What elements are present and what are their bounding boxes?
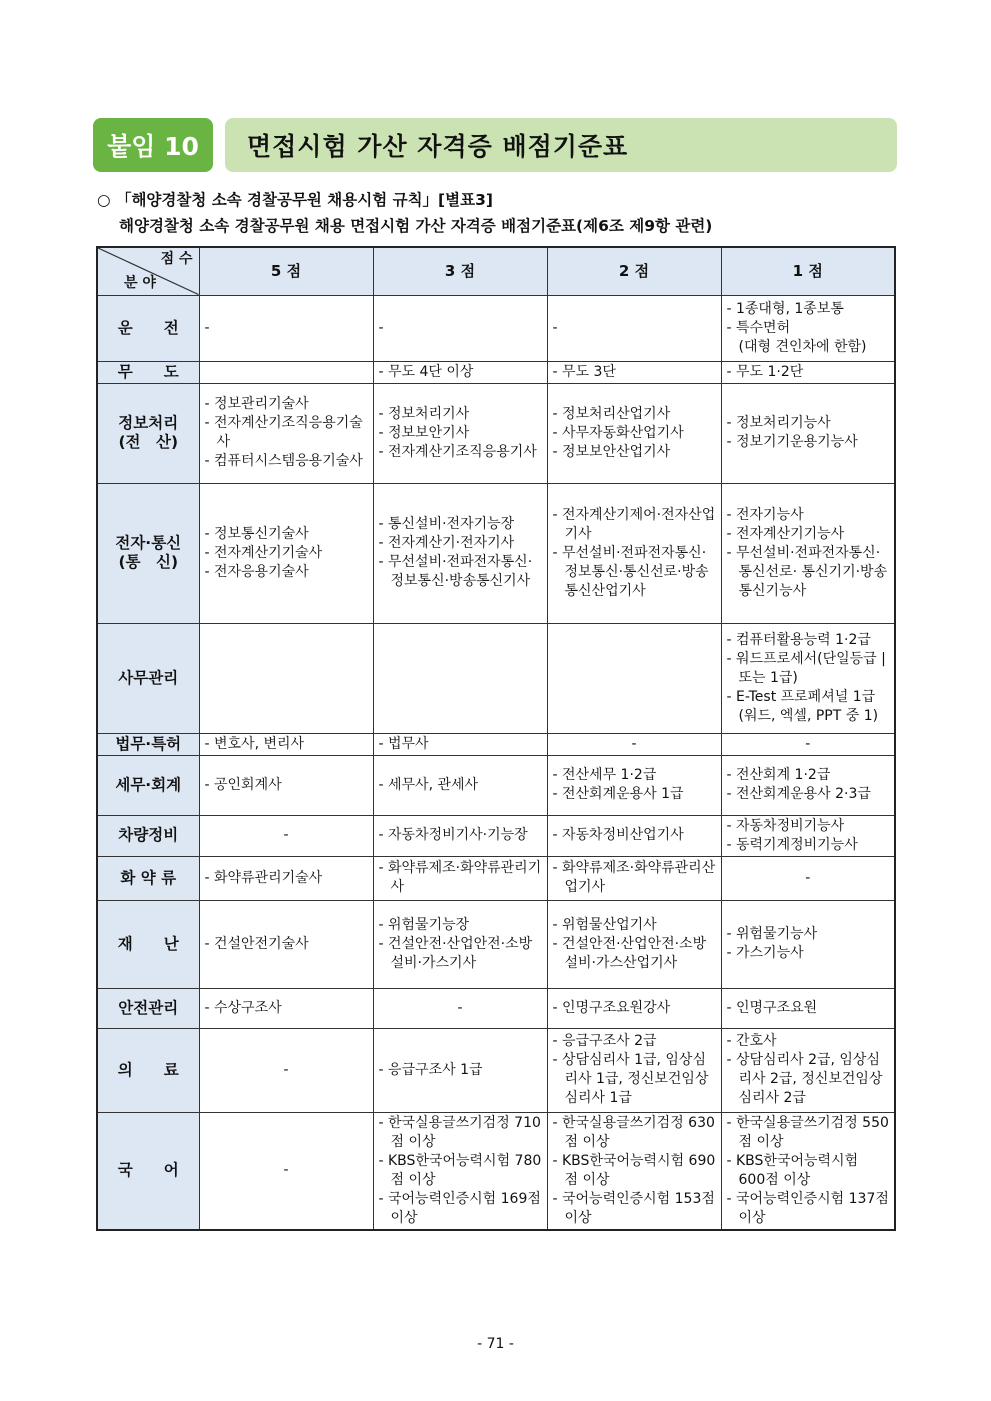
qualification-item: - KBS한국어능력시험 780점 이상 [378,1152,542,1188]
qualification-item: - 컴퓨터활용능력 1·2급 [726,631,871,648]
table-row [97,1028,895,1112]
category-label: 법무·특허 [115,734,182,753]
qualification-item: - [378,319,384,336]
score-cell-c5 [199,623,373,733]
qualification-item: - 자동차정비기사·기능장 [378,827,528,843]
qualification-item: - 통신설비·전자기능장 [378,516,515,532]
score-cell-c5 [199,1028,373,1112]
column-header-1: 1 점 [721,247,895,295]
category-cell [97,1112,199,1230]
score-cell-c3 [373,733,547,755]
bullet-circle: ○ [97,191,111,209]
qualification-item: - [283,1061,289,1078]
score-cell-c2 [547,1028,721,1112]
qualification-item: - 공인회계사 [204,776,282,793]
category-label: 차량정비 [118,826,179,844]
score-cell-c2 [547,361,721,383]
section-header [93,118,897,172]
category-cell [97,623,199,733]
score-cell-c5 [199,483,373,623]
table-row [97,361,895,383]
qualification-item: - 건설안전·산업안전·소방설비·가스산업기사 [552,935,707,971]
score-cell-c5 [199,755,373,815]
column-header-2: 2 점 [547,247,721,295]
qualification-item: - 특수면허 [726,319,791,336]
qualification-item: - 전자기능사 [726,506,804,523]
qualification-item: - 전자계산기기능사 [726,525,845,542]
qualification-item: - 전자계산기기술사 [204,544,323,561]
score-cell-c1 [721,295,895,361]
qualification-item: - 컴퓨터시스템응용기술사 [204,453,363,469]
category-label: 전자·통신 [115,534,182,552]
category-cell [97,361,199,383]
qualification-item: - 정보처리산업기사 [552,405,671,422]
table-row [97,383,895,483]
score-cell-c5 [199,815,373,856]
qualification-item: - E-Test 프로페셔널 1급 (워드, 엑셀, PPT 중 1) [726,688,879,724]
category-cell [97,383,199,483]
score-cell-c5 [199,900,373,988]
qualification-item: - [805,735,811,752]
score-table [96,246,896,1231]
score-cell-c5 [199,988,373,1028]
category-label: 사무관리 [118,668,179,687]
score-cell-c1 [721,815,895,856]
qualification-item: - [631,735,637,752]
score-cell-c1 [721,383,895,483]
score-cell-c2 [547,733,721,755]
score-cell-c1 [721,361,895,383]
qualification-item: - 전자응용기술사 [204,563,309,580]
score-cell-c2 [547,1112,721,1230]
score-cell-c2 [547,755,721,815]
score-cell-c3 [373,295,547,361]
corner-score-label: 점 수 [160,251,193,267]
qualification-item: - 한국실용글쓰기검정 630점 이상 [552,1114,715,1150]
score-cell-c2 [547,295,721,361]
qualification-item: - 가스기능사 [726,945,804,961]
category-cell [97,295,199,361]
qualification-item: - 한국실용글쓰기검정 710점 이상 [378,1114,541,1150]
qualification-item: - 건설안전·산업안전·소방설비·가스기사 [378,935,533,971]
qualification-item: - 화약류제조·화약류관리기사 [378,860,542,895]
score-cell-c5 [199,383,373,483]
intro-line-2: 해양경찰청 소속 경찰공무원 채용 면접시험 가산 자격증 배점기준표(제6조 제9항 관련) [119,217,713,235]
qualification-item: - 전자계산기조직응용기사 [378,443,537,460]
qualification-item: - 정보통신기술사 [204,525,309,542]
score-cell-c1 [721,483,895,623]
table-row [97,815,895,856]
qualification-item: - 위험물기능장 [378,916,470,933]
table-row [97,733,895,755]
score-cell-c5 [199,856,373,900]
table-row [97,295,895,361]
intro-text [97,187,897,239]
regulation-name: 「해양경찰청 소속 경찰공무원 채용시험 규칙」[별표3] [115,191,493,209]
qualification-item: - 전산세무 1·2급 [552,767,657,783]
qualification-item: - 워드프로세서(단일등급 |또는 1급) [726,650,886,686]
qualification-item: - 전자계산기조직응용기술사 [204,415,363,450]
column-header-3: 3 점 [373,247,547,295]
category-label: 무 도 [117,362,179,381]
category-cell [97,1028,199,1112]
score-cell-c1 [721,856,895,900]
category-label: 안전관리 [118,998,179,1017]
qualification-item: - 1종대형, 1종보통 [726,300,844,317]
table-row [97,623,895,733]
qualification-item: - 정보처리기사 [378,405,470,422]
table-row [97,856,895,900]
corner-header-cell [97,247,199,295]
score-cell-c1 [721,1028,895,1112]
qualification-item: - 사무자동화산업기사 [552,424,684,441]
qualification-item: - 무도 1·2단 [726,363,804,380]
qualification-item: - [552,319,558,336]
score-cell-c3 [373,755,547,815]
intro-line-1 [97,187,897,213]
table-row [97,755,895,815]
score-cell-c3 [373,988,547,1028]
table-header-row [97,247,895,295]
score-cell-c1 [721,755,895,815]
category-label: 의 료 [117,1060,179,1079]
qualification-item: - KBS한국어능력시험 690점 이상 [552,1152,716,1188]
category-cell [97,733,199,755]
score-cell-c2 [547,623,721,733]
score-cell-c3 [373,1028,547,1112]
qualification-item: - 동력기계정비기능사 [726,836,858,853]
score-cell-c3 [373,483,547,623]
qualification-item: - 인명구조요원 [726,999,818,1016]
score-cell-c1 [721,988,895,1028]
page-number: - 71 - [477,1336,514,1352]
table-row [97,988,895,1028]
qualification-item: - [457,999,463,1016]
category-label: 세무·회계 [115,775,182,794]
score-cell-c2 [547,988,721,1028]
score-cell-c2 [547,815,721,856]
qualification-item: - 위험물기능사 [726,926,818,942]
category-cell [97,483,199,623]
category-label: (통 신) [118,553,179,571]
table-row [97,483,895,623]
category-cell [97,815,199,856]
score-cell-c2 [547,900,721,988]
qualification-item: - 상담심리사 2급, 임상심리사 2급, 정신보건임상심리사 2급 [726,1052,883,1106]
score-cell-c1 [721,733,895,755]
qualification-item: - [283,1162,289,1179]
qualification-item: - 화약류제조·화약류관리산업기사 [552,860,716,895]
page-title: 면접시험 가산 자격증 배점기준표 [225,118,897,172]
score-cell-c3 [373,361,547,383]
qualification-item: - 법무사 [378,735,429,752]
score-cell-c1 [721,623,895,733]
category-label: (전 산) [118,433,179,451]
table-row [97,900,895,988]
qualification-item: - 위험물산업기사 [552,916,657,933]
qualification-item: - 응급구조사 1급 [378,1061,483,1078]
qualification-item: - 응급구조사 2급 [552,1033,657,1049]
category-cell [97,988,199,1028]
qualification-item: - 인명구조요원강사 [552,999,671,1016]
score-cell-c2 [547,383,721,483]
score-cell-c5 [199,361,373,383]
qualification-item: - 정보관리기술사 [204,396,309,412]
qualification-item: - 정보처리기능사 [726,415,831,431]
qualification-item: - 무선설비·전파전자통신·정보통신·방송통신기사 [378,554,533,589]
qualification-item: - 무선설비·전파전자통신·정보통신·통신선로·방송통신산업기사 [552,544,709,599]
score-cell-c5 [199,1112,373,1230]
score-cell-c3 [373,856,547,900]
category-cell [97,856,199,900]
qualification-item: (대형 견인차에 한함) [738,338,867,355]
qualification-item: - 건설안전기술사 [204,935,309,952]
score-cell-c1 [721,900,895,988]
qualification-item: - 자동차정비산업기사 [552,827,684,843]
qualification-item: - 국어능력인증시험 153점 이상 [552,1190,715,1226]
score-cell-c2 [547,483,721,623]
column-header-5: 5 점 [199,247,373,295]
qualification-item: - 전산회계운용사 2·3급 [726,786,871,802]
category-label: 정보처리 [118,414,179,432]
qualification-item: - 무도 3단 [552,363,616,380]
score-cell-c2 [547,856,721,900]
table-row [97,1112,895,1230]
qualification-item: - [283,827,289,843]
qualification-item: - 무도 4단 이상 [378,363,474,380]
qualification-item: - 한국실용글쓰기검정 550점 이상 [726,1114,889,1150]
score-cell-c3 [373,900,547,988]
qualification-item: - 정보보안기사 [378,424,470,441]
category-label: 화 약 류 [120,868,177,887]
score-cell-c5 [199,733,373,755]
score-cell-c3 [373,1112,547,1230]
score-cell-c3 [373,383,547,483]
qualification-item: - 세무사, 관세사 [378,776,479,793]
qualification-item: - 전산회계운용사 1급 [552,786,684,802]
category-label: 운 전 [117,318,179,337]
qualification-item: - 자동차정비기능사 [726,817,845,834]
attachment-badge: 붙임 10 [93,118,213,172]
qualification-item: - 전자계산기·전자기사 [378,535,515,551]
qualification-item: - [204,319,210,336]
qualification-item: - 정보보안산업기사 [552,443,671,460]
qualification-item: - 정보기기운용기능사 [726,434,858,450]
score-cell-c3 [373,623,547,733]
qualification-item: - 변호사, 변리사 [204,735,305,752]
qualification-item: - 수상구조사 [204,999,282,1016]
qualification-item: - 국어능력인증시험 169점 이상 [378,1190,541,1226]
category-label: 재 난 [117,934,179,953]
category-cell [97,900,199,988]
score-cell-c1 [721,1112,895,1230]
qualification-item: - 전산회계 1·2급 [726,767,831,783]
qualification-item: - 전자계산기제어·전자산업기사 [552,506,716,542]
score-cell-c3 [373,815,547,856]
qualification-item: - [805,869,811,886]
qualification-item: - 무선설비·전파전자통신·통신선로· 통신기기·방송통신기능사 [726,544,888,599]
qualification-item: - 화약류관리기술사 [204,869,323,886]
corner-field-label: 분 야 [124,274,156,291]
category-cell [97,755,199,815]
score-cell-c5 [199,295,373,361]
qualification-item: - 국어능력인증시험 137점 이상 [726,1190,889,1226]
qualification-item: - KBS한국어능력시험 600점 이상 [726,1152,859,1188]
qualification-item: - 상담심리사 1급, 임상심리사 1급, 정신보건임상심리사 1급 [552,1052,709,1106]
category-label: 국 어 [117,1161,179,1180]
qualification-item: - 간호사 [726,1033,777,1049]
